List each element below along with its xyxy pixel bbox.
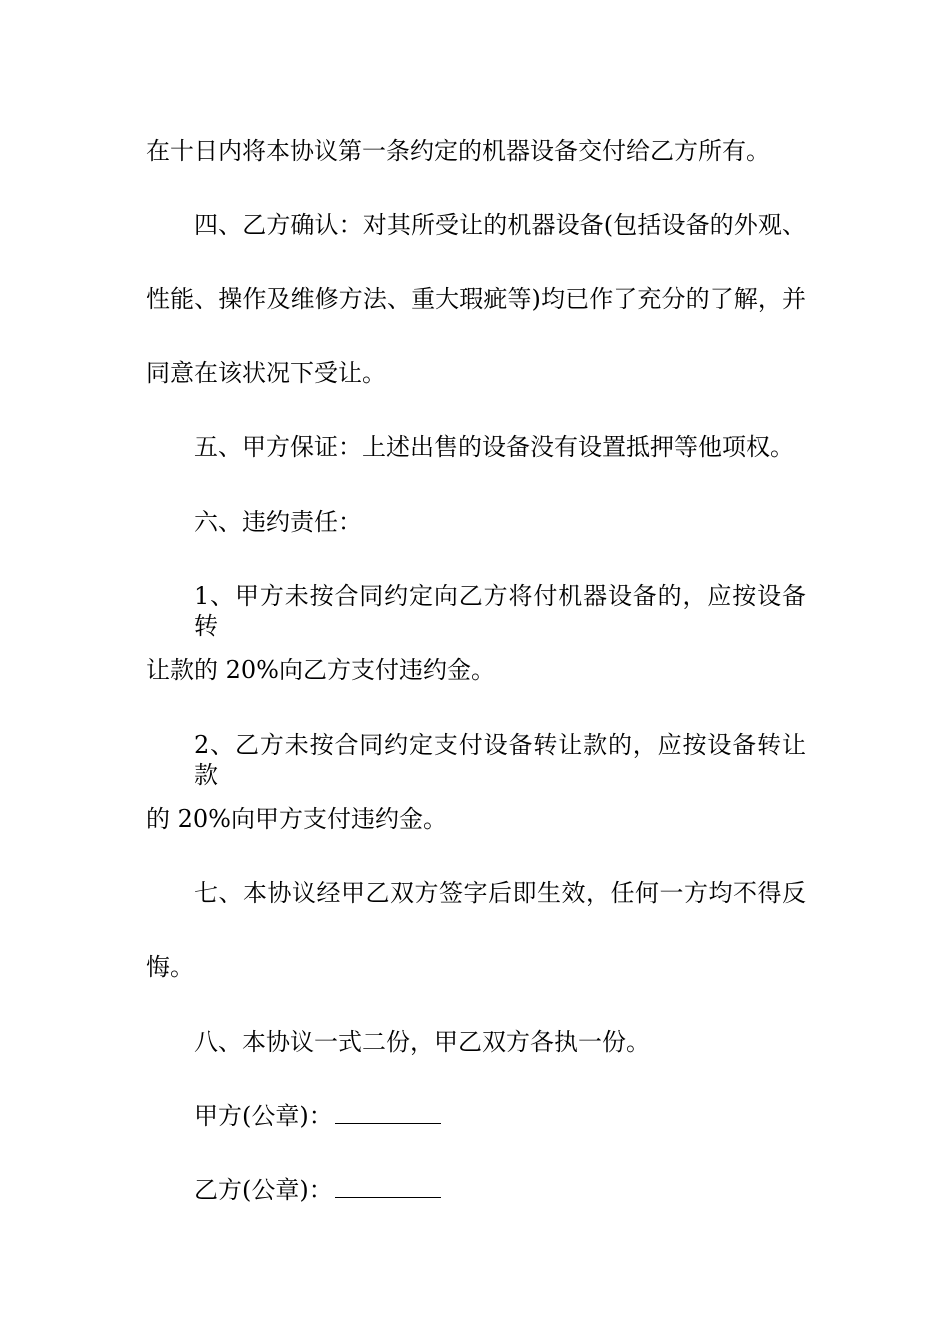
party-b-label: 乙方(公章)： (194, 1176, 333, 1204)
clause-six-item-1-line: 让款的 20%向乙方支付违约金。 (146, 656, 495, 684)
party-b-signature (194, 1175, 441, 1205)
clause-eight: 八、本协议一式二份，甲乙双方各执一份。 (194, 1028, 650, 1056)
paragraph-line: 在十日内将本协议第一条约定的机器设备交付给乙方所有。 (146, 137, 770, 165)
party-a-signature-blank[interactable] (335, 1101, 441, 1124)
clause-six-item-2-line: 的 20%向甲方支付违约金。 (146, 805, 447, 833)
clause-four-line: 性能、操作及维修方法、重大瑕疵等)均已作了充分的了解，并 (146, 285, 806, 313)
clause-six-heading: 六、违约责任： (194, 508, 362, 536)
clause-four-line: 四、乙方确认：对其所受让的机器设备(包括设备的外观、 (194, 211, 806, 239)
clause-six-item-1-line: 1、甲方未按合同约定向乙方将付机器设备的，应按设备转 (194, 582, 806, 640)
clause-seven-line: 悔。 (146, 953, 194, 981)
clause-four-line: 同意在该状况下受让。 (146, 359, 386, 387)
party-a-signature (194, 1101, 441, 1131)
party-a-label: 甲方(公章)： (194, 1102, 333, 1130)
clause-six-item-2-line: 2、乙方未按合同约定支付设备转让款的，应按设备转让款 (194, 731, 806, 789)
party-b-signature-blank[interactable] (335, 1175, 441, 1198)
clause-seven-line: 七、本协议经甲乙双方签字后即生效，任何一方均不得反 (194, 879, 806, 907)
clause-five: 五、甲方保证：上述出售的设备没有设置抵押等他项权。 (194, 433, 794, 461)
